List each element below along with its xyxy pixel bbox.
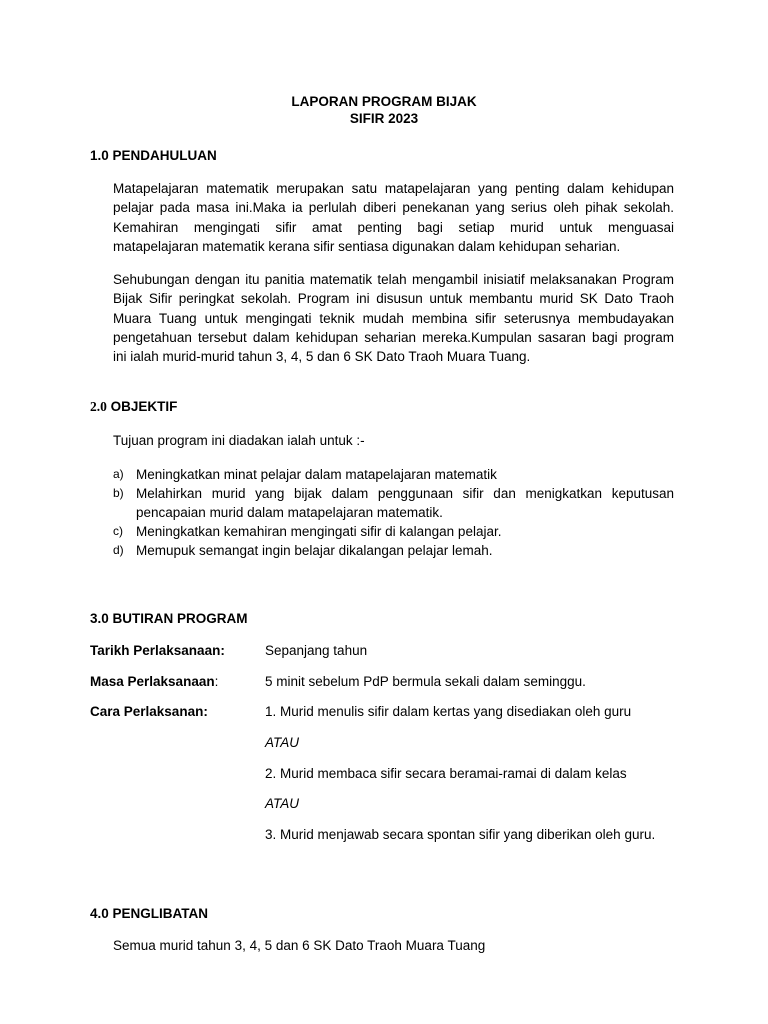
paragraph-line: pengetahuan tersebut dalam kehidupan seharian mereka.Kumpulan sasaran bagi program <box>113 329 674 345</box>
tarikh-label: Tarikh Perlaksanaan: <box>90 643 225 658</box>
list-item-text: Meningkatkan kemahiran mengingati sifir di kalangan pelajar. <box>136 524 502 539</box>
list-item <box>113 541 674 560</box>
list-marker: c) <box>113 524 123 538</box>
cara-step-3: 3. Murid menjawab secara spontan sifir yang diberikan oleh guru. <box>265 827 656 842</box>
list-item-text: pencapaian murid dalam matapelajaran matematik. <box>136 505 443 520</box>
paragraph-line: pelajar pada masa ini.Maka ia perlulah diberi penekanan yang serius oleh pihak sekolah. <box>113 200 674 216</box>
list-item <box>113 522 674 541</box>
penglibatan-text: Semua murid tahun 3, 4, 5 dan 6 SK Dato Traoh Muara Tuang <box>113 938 486 953</box>
masa-label-colon: : <box>214 674 219 689</box>
section-3-heading: 3.0 BUTIRAN PROGRAM <box>90 611 248 626</box>
tarikh-value: Sepanjang tahun <box>265 643 368 658</box>
list-item-text: Meningkatkan minat pelajar dalam matapelajaran matematik <box>136 467 497 482</box>
objective-intro: Tujuan program ini diadakan ialah untuk :- <box>113 433 365 448</box>
report-subtitle: SIFIR 2023 <box>349 111 419 126</box>
section-1-heading <box>90 147 217 165</box>
cara-step-2: 2. Murid membaca sifir secara beramai-ramai di dalam kelas <box>265 766 627 781</box>
cara-label: Cara Perlaksanan: <box>90 704 208 719</box>
section-1-number: 1.0 <box>90 148 109 163</box>
list-item <box>113 465 674 484</box>
list-item <box>113 484 674 522</box>
section-2-number: 2.0 <box>90 399 107 414</box>
objective-list <box>113 465 674 560</box>
paragraph-line: ini ialah murid-murid tahun 3, 4, 5 dan 6 SK Dato Traoh Muara Tuang. <box>113 349 531 365</box>
list-marker: a) <box>113 467 124 481</box>
paragraph-line: Muara Tuang untuk mengingati teknik mudah membina sifir seterusnya membudayakan <box>113 310 674 326</box>
paragraph-line: Matapelajaran matematik merupakan satu matapelajaran yang penting dalam kehidupan <box>113 181 674 196</box>
list-marker: d) <box>113 543 124 557</box>
cara-step-1: 1. Murid menulis sifir dalam kertas yang disediakan oleh guru <box>265 704 632 719</box>
paragraph-line: matapelajaran matematik kerana sifir sentiasa digunakan dalam kehidupan seharian. <box>113 238 621 254</box>
section-4-heading: 4.0 PENGLIBATAN <box>90 906 209 921</box>
report-title: LAPORAN PROGRAM BIJAK <box>291 94 477 109</box>
masa-label <box>90 673 218 691</box>
section-1-paragraph-1 <box>113 179 674 256</box>
section-2-title: OBJEKTIF <box>110 399 178 414</box>
masa-value: 5 minit sebelum PdP bermula sekali dalam seminggu. <box>265 674 586 689</box>
cara-atau-2: ATAU <box>265 796 300 811</box>
section-2-heading <box>90 398 177 416</box>
cara-atau-1: ATAU <box>265 735 300 750</box>
masa-label-text: Masa Perlaksanaan <box>90 674 215 689</box>
list-item-text: Melahirkan murid yang bijak dalam penggunaan sifir dan menigkatkan keputusan <box>136 486 674 501</box>
section-1-title: PENDAHULUAN <box>112 148 217 163</box>
paragraph-line: Kemahiran mengingati sifir amat penting bagi setiap murid untuk menguasai <box>113 219 674 235</box>
list-item-text: Memupuk semangat ingin belajar dikalangan pelajar lemah. <box>136 543 493 558</box>
paragraph-line: Bijak Sifir peringkat sekolah. Program ini disusun untuk membantu murid SK Dato Traoh <box>113 291 674 307</box>
list-marker: b) <box>113 486 124 500</box>
paragraph-line: Sehubungan dengan itu panitia matematik telah mengambil inisiatif melaksanakan Program <box>113 272 674 287</box>
section-1-paragraph-2 <box>113 270 674 366</box>
